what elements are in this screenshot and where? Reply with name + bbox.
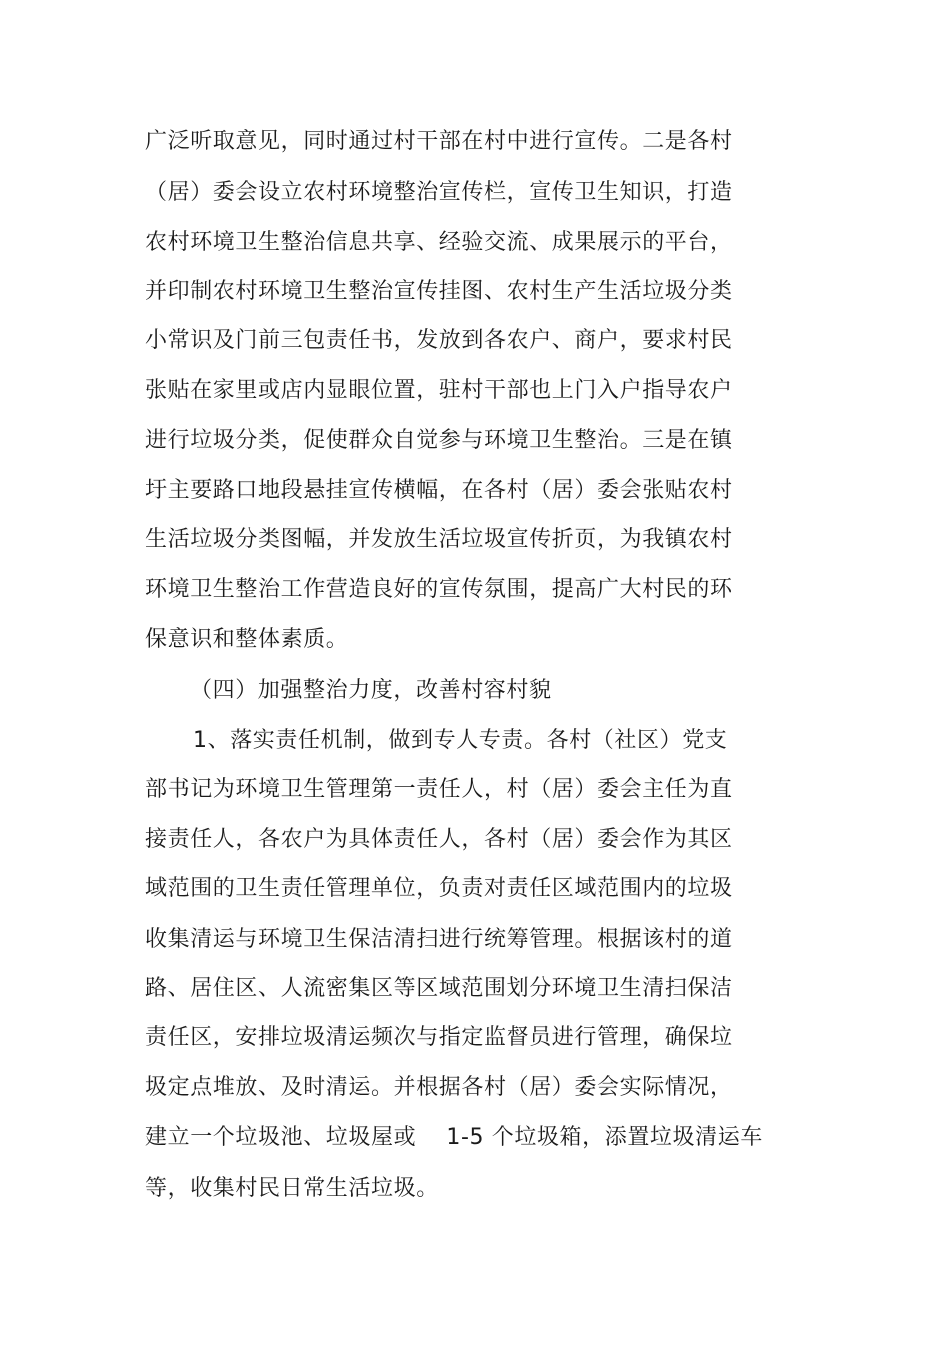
text-line: 路、居住区、人流密集区等区域范围划分环境卫生清扫保洁 xyxy=(145,976,733,1001)
text-line: 生活垃圾分类图幅，并发放生活垃圾宣传折页，为我镇农村 xyxy=(145,527,733,552)
text-line: 圾定点堆放、及时清运。并根据各村（居）委会实际情况， xyxy=(145,1075,733,1100)
text-line: 并印制农村环境卫生整治宣传挂图、农村生产生活垃圾分类 xyxy=(145,279,733,304)
text-line: 广泛听取意见，同时通过村干部在村中进行宣传。二是各村 xyxy=(145,129,733,154)
section-heading: （四）加强整治力度，改善村容村貌 xyxy=(190,678,552,703)
text-line: 责任区，安排垃圾清运频次与指定监督员进行管理，确保垃 xyxy=(145,1025,733,1050)
text-line: 小常识及门前三包责任书，发放到各农户、商户，要求村民 xyxy=(145,328,733,353)
text-line: 张贴在家里或店内显眼位置，驻村干部也上门入户指导农户 xyxy=(145,378,733,403)
text-line: 接责任人，各农户为具体责任人，各村（居）委会作为其区 xyxy=(145,827,733,852)
text-line: 收集清运与环境卫生保洁清扫进行统筹管理。根据该村的道 xyxy=(145,927,733,952)
text-line: 农村环境卫生整治信息共享、经验交流、成果展示的平台， xyxy=(145,230,733,255)
text-line: 部书记为环境卫生管理第一责任人，村（居）委会主任为直 xyxy=(145,777,733,802)
text-line: 等，收集村民日常生活垃圾。 xyxy=(145,1176,439,1201)
text-line: 域范围的卫生责任管理单位，负责对责任区域范围内的垃圾 xyxy=(145,876,733,901)
text-line: 进行垃圾分类，促使群众自觉参与环境卫生整治。三是在镇 xyxy=(145,428,733,453)
text-line: （居）委会设立农村环境整治宣传栏，宣传卫生知识，打造 xyxy=(145,180,733,205)
paragraph-first-line: 1、落实责任机制，做到专人专责。各村（社区）党支 xyxy=(193,728,728,753)
text-line: 圩主要路口地段悬挂宣传横幅，在各村（居）委会张贴农村 xyxy=(145,478,733,503)
text-line: 建立一个垃圾池、垃圾屋或 1-5 个垃圾箱，添置垃圾清运车 xyxy=(145,1125,763,1150)
text-line: 保意识和整体素质。 xyxy=(145,627,349,652)
text-line: 环境卫生整治工作营造良好的宣传氛围，提高广大村民的环 xyxy=(145,577,733,602)
